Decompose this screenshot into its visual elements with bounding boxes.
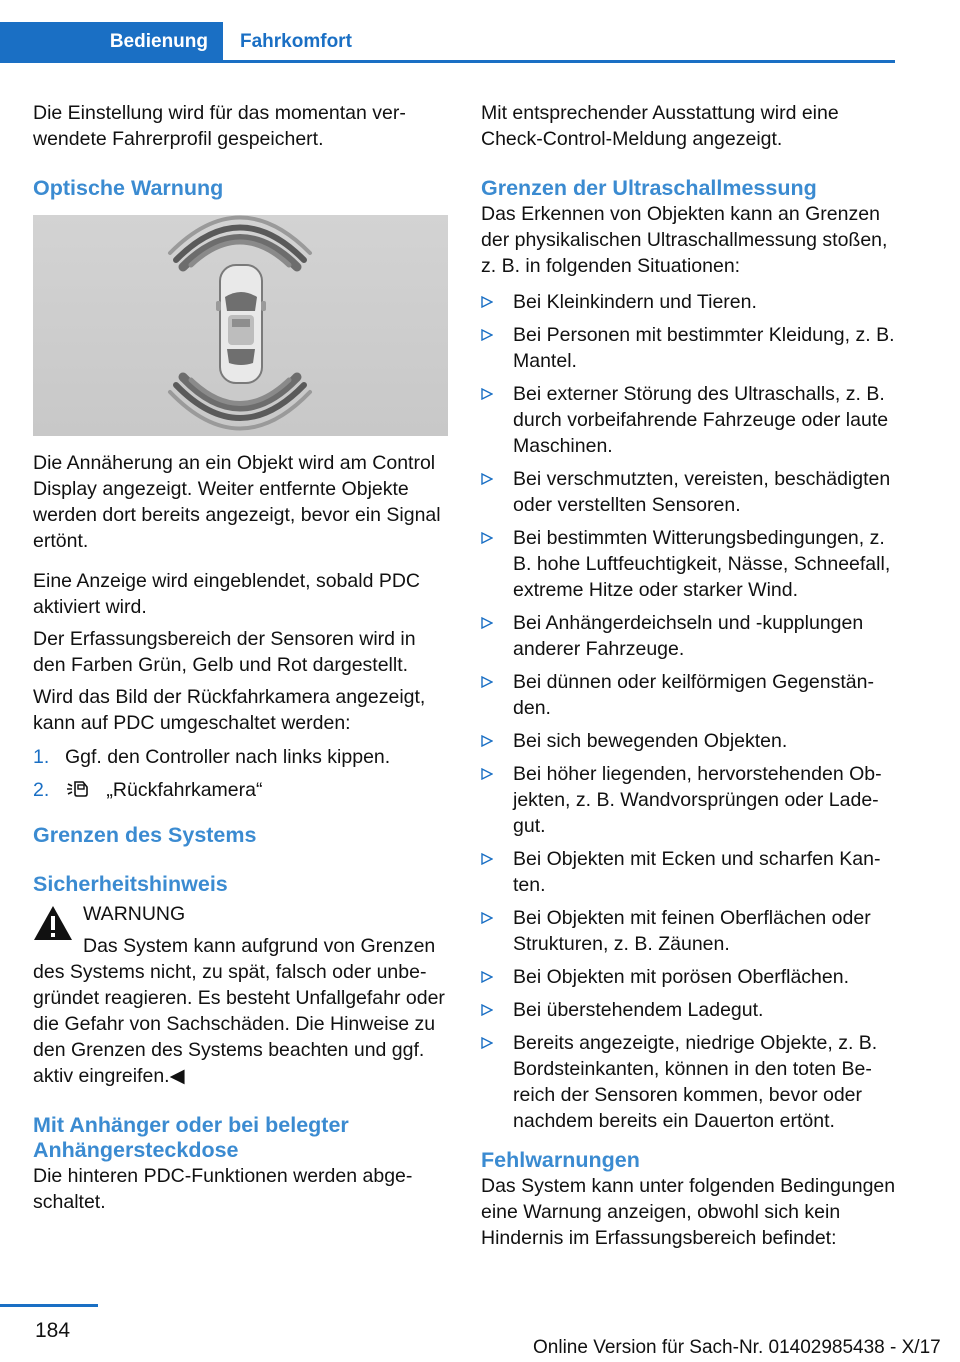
list-item: [481, 525, 899, 603]
list-item-text: Bei Objekten mit Ecken und scharfen Kanten.: [513, 848, 881, 896]
triangle-bullet-icon: [481, 532, 493, 544]
heading-ultrasonic-limits: Grenzen der Ultraschallmessung: [481, 176, 817, 200]
header-divider: [0, 60, 895, 63]
list-item-text: Bei externer Störung des Ultraschalls, z. B. durch vorbeifahrende Fahrzeuge oder laute Maschinen.: [513, 383, 889, 457]
paragraph-false-warnings: Das System kann unter folgenden Bedingungen eine Warnung anzeigen, obwohl sich kein Hindernis im Erfassungsbereich befindet:: [481, 1175, 896, 1249]
list-item-text: Bei verschmutzten, vereisten, beschädigten oder verstellten Sensoren.: [513, 468, 891, 516]
list-item-text: Bei höher liegenden, hervorstehenden Objekten, z. B. Wandvorsprüngen oder Ladegut.: [513, 763, 882, 837]
triangle-bullet-icon: [481, 329, 493, 341]
list-item-text: Bereits angezeigte, niedrige Objekte, z. B. Bordsteinkanten, können in den toten Bereich der Sensoren kommen, bevor oder nachdem bereits ein Dauerton ertönt.: [513, 1032, 878, 1132]
heading-false-warnings: Fehlwarnungen: [481, 1148, 640, 1172]
list-item-text: Bei bestimmten Witterungsbedingungen, z. B. hohe Luftfeuchtigkeit, Nässe, Schneefall, extreme Hitze oder starker Wind.: [513, 527, 891, 601]
list-item: [481, 669, 899, 721]
list-item: [481, 728, 899, 754]
tab-bedienung: Bedienung: [0, 22, 223, 62]
list-item: [481, 381, 899, 459]
pdc-car-illustration: [33, 215, 448, 436]
list-item-text: Bei Objekten mit porösen Oberflächen.: [513, 966, 850, 988]
list-item-text: Bei Anhängerdeichseln und -kupplungen anderer Fahrzeuge.: [513, 612, 864, 660]
warning-text-first: Das System kann aufgrund von Grenzen: [83, 935, 436, 957]
list-item-text: Bei überstehendem Ladegut.: [513, 999, 764, 1021]
right-column: [481, 100, 899, 1251]
heading-system-limits: Grenzen des Systems: [33, 823, 257, 847]
list-item: [481, 322, 899, 374]
intro-paragraph: Die Einstellung wird für das momentan verwendete Fahrerprofil gespeichert.: [33, 102, 406, 150]
warning-label: WARNUNG: [83, 903, 186, 925]
paragraph-approach: Die Annäherung an ein Objekt wird am Control Display angezeigt. Weiter entfernte Objekte werden dort bereits angezeigt, bevor ein Signal ertönt.: [33, 452, 441, 552]
left-column: [33, 100, 449, 1215]
triangle-bullet-icon: [481, 388, 493, 400]
tab-fahrkomfort: Fahrkomfort: [240, 31, 352, 52]
triangle-bullet-icon: [481, 296, 493, 308]
pdc-camera-icon: [65, 778, 93, 800]
heading-safety-note: Sicherheitshinweis: [33, 872, 228, 896]
pdc-display-figure: [33, 215, 448, 436]
list-item-text: Bei dünnen oder keilförmigen Gegenständen.: [513, 671, 874, 719]
paragraph-ultrasonic: Das Erkennen von Objekten kann an Grenzen der physikalischen Ultraschallmessung stoßen, z. B. in folgenden Situationen:: [481, 203, 888, 277]
page-header: [0, 0, 960, 64]
step-item: [33, 744, 449, 770]
paragraph-camera-switch: Wird das Bild der Rückfahrkamera angezeigt, kann auf PDC umgeschaltet werden:: [33, 686, 426, 734]
warning-block: [33, 901, 449, 1089]
footer-divider: [0, 1304, 98, 1307]
step-item: [33, 777, 449, 803]
ultrasonic-limits-list: [481, 289, 899, 1134]
paragraph-display: Eine Anzeige wird eingeblendet, sobald PDC aktiviert wird.: [33, 570, 421, 618]
triangle-bullet-icon: [481, 971, 493, 983]
list-item-text: Bei Objekten mit feinen Oberflächen oder Strukturen, z. B. Zäunen.: [513, 907, 871, 955]
list-item-text: Bei sich bewegenden Objekten.: [513, 730, 788, 752]
list-item: [481, 1030, 899, 1134]
list-item: [481, 905, 899, 957]
step-text: Ggf. den Controller nach links kippen.: [65, 746, 391, 768]
car-icon: [216, 265, 266, 383]
list-item: [481, 761, 899, 839]
list-item: [481, 997, 899, 1023]
triangle-bullet-icon: [481, 768, 493, 780]
list-item: [481, 289, 899, 315]
list-item: [481, 466, 899, 518]
online-version-note: Online Version für Sach-Nr. 01402985438 - X/17: [533, 1337, 941, 1358]
paragraph-check-control: Mit entsprechender Ausstattung wird eine Check-Control-Meldung angezeigt.: [481, 102, 839, 150]
triangle-bullet-icon: [481, 473, 493, 485]
list-item: [481, 846, 899, 898]
triangle-bullet-icon: [481, 853, 493, 865]
triangle-bullet-icon: [481, 676, 493, 688]
list-item: [481, 964, 899, 990]
warning-text: des Systems nicht, zu spät, falsch oder unbegründet reagieren. Es besteht Unfallgefahr oder die Gefahr von Sachschäden. Die Hinweise zu den Grenzen des Systems beachten und ggf. aktiv eingreifen.◀: [33, 961, 445, 1087]
paragraph-detection-area: Der Erfassungsbereich der Sensoren wird in den Farben Grün, Gelb und Rot dargestellt.: [33, 628, 416, 676]
triangle-bullet-icon: [481, 1004, 493, 1016]
list-item-text: Bei Kleinkindern und Tieren.: [513, 291, 757, 313]
warning-triangle-icon: [33, 905, 73, 941]
list-item: [481, 610, 899, 662]
step-number: 1.: [33, 746, 50, 768]
paragraph-trailer: Die hinteren PDC-Funktionen werden abgeschaltet.: [33, 1165, 413, 1213]
page-number: 184: [35, 1319, 71, 1342]
heading-optical-warning: Optische Warnung: [33, 176, 224, 200]
triangle-bullet-icon: [481, 617, 493, 629]
triangle-bullet-icon: [481, 735, 493, 747]
list-item-text: Bei Personen mit bestimmter Kleidung, z. B. Mantel.: [513, 324, 895, 372]
triangle-bullet-icon: [481, 912, 493, 924]
triangle-bullet-icon: [481, 1037, 493, 1049]
heading-trailer: Mit Anhänger oder bei belegter Anhängersteckdose: [33, 1113, 349, 1162]
step-number: 2.: [33, 779, 50, 801]
step-text: „Rückfahrkamera“: [106, 779, 263, 801]
steps-list: [33, 744, 449, 803]
